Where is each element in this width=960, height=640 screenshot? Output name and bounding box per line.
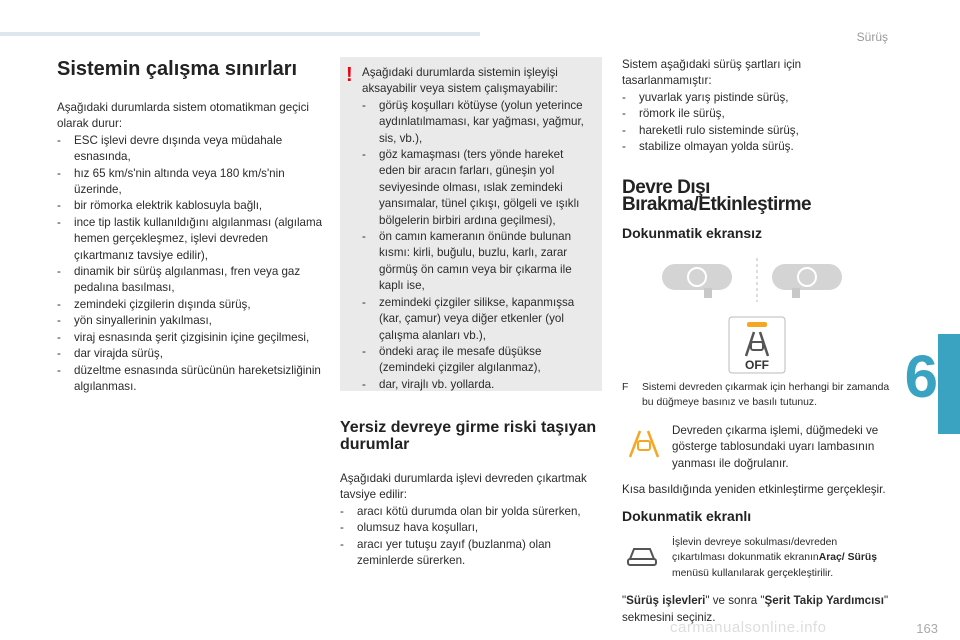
warning-intro: Aşağıdaki durumlarda sistemin işleyişi aksayabilir veya sistem çalışmayabilir: — [362, 66, 558, 96]
list-item: - göz kamaşması (ters yönde hareket eden bir aracın farları, güneşin yol seviyesinde olması, ıslak zemindeki yansımalar, tünel çıkışı, gölgeli ve ışıklı bölgelerin birbiri ardına geçilmesi), — [362, 147, 592, 229]
list-item: - stabilize olmayan yolda sürüş. — [622, 139, 892, 155]
list-item: - zemindeki çizgilerin dışında sürüş, — [57, 297, 325, 313]
touch-text-a: İşlevin devreye sokulması/devreden çıkartılması dokunmatik ekranın — [672, 536, 838, 564]
list-item: - ön camın kameranın önünde bulunan kısmı: kirli, buğulu, buzlu, karlı, zarar görmüş ön camın veya bir çıkarma ile kaplı ise, — [362, 229, 592, 295]
chapter-number: 6 — [904, 343, 938, 410]
section-title: Sürüş — [856, 30, 888, 44]
not-designed-intro: Sistem aşağıdaki sürüş şartları için tasarlanmamıştır: — [622, 58, 802, 88]
short-press-text: Kısa basıldığında yeniden etkinleştirme gerçekleşir. — [622, 483, 886, 497]
page-number: 163 — [916, 621, 938, 636]
quote: " — [622, 594, 627, 608]
bullet-icon: F — [622, 381, 629, 393]
chapter-tab — [938, 334, 960, 434]
off-label: OFF — [745, 357, 769, 372]
column-limits — [57, 57, 325, 395]
risk-title: Yersiz devreye girme riski taşıyan durumlar — [340, 419, 597, 453]
list-item: - dar, virajlı vb. yollarda. — [362, 377, 592, 393]
list-item: - öndeki araç ile mesafe düşükse (zemindeki çizgiler algılanmaz), — [362, 344, 592, 377]
deactivation-title: Devre Dışı Bırakma/Etkinleştirme — [622, 177, 812, 216]
risk-intro: Aşağıdaki durumlarda işlevi devreden çıkartmak tavsiye edilir: — [340, 472, 587, 502]
touch-title: Dokunmatik ekranlı — [622, 508, 752, 525]
warning-icon: ! — [346, 64, 353, 86]
tab-name: Şerit Takip Yardımcısı — [764, 594, 884, 608]
list-item: - viraj esnasında şerit çizgisinin içine geçilmesi, — [57, 330, 325, 346]
not-designed-list — [622, 90, 892, 156]
list-item: - aracı kötü durumda olan bir yolda sürerken, — [340, 504, 602, 520]
list-item: - düzeltme esnasında sürücünün hareketsizliğinin algılanması. — [57, 363, 325, 396]
column-warnings — [340, 57, 602, 569]
list-item: - yön sinyallerinin yakılması, — [57, 313, 325, 329]
list-item: - ESC işlevi devre dışında veya müdahale esnasında, — [57, 133, 325, 166]
list-item: - aracı yer tutuşu zayıf (buzlanma) olan zeminlerde sürerken. — [340, 537, 602, 570]
quote-mid: " ve sonra " — [705, 594, 765, 608]
watermark: carmanualsonline.info — [670, 619, 827, 636]
header-bar — [0, 32, 480, 36]
limits-list — [57, 133, 325, 396]
list-item: - römork ile sürüş, — [622, 106, 892, 122]
touch-note — [622, 535, 892, 582]
risk-list — [340, 504, 602, 570]
list-item: - olumsuz hava koşulları, — [340, 520, 602, 536]
warning-box — [340, 57, 602, 391]
touch-text-b: menüsü kullanılarak gerçekleştirilir. — [672, 567, 834, 579]
menu-name: Sürüş işlevleri — [626, 594, 706, 608]
list-item: - zemindeki çizgiler silikse, kapanmışsa (kar, çamur) veya diğer etkenler (yol çalışma alanları vb.), — [362, 295, 592, 344]
list-item: - hareketli rulo sisteminde sürüş, — [622, 123, 892, 139]
steering-wheel-icons — [622, 256, 892, 306]
column-deactivation — [622, 57, 892, 626]
lamp-text: Devreden çıkarma işlemi, düğmedeki ve gösterge tablosundaki uyarı lambasının yanması ile doğrulanır. — [672, 423, 879, 470]
limits-title: Sistemin çalışma sınırları — [57, 58, 298, 80]
no-touch-title: Dokunmatik ekransız — [622, 225, 763, 242]
list-item: - ince tip lastik kullanıldığını algılanması (algılama hemen gerçekleşmez, işlevi devreden çıkartmanız tavsiye edilir), — [57, 215, 325, 264]
touch-text-bold: Araç/ Sürüş — [818, 552, 878, 564]
press-instruction — [622, 380, 892, 411]
press-text: Sistemi devreden çıkarmak için herhangi bir zamanda bu düğmeye basınız ve basılı tutunuz. — [642, 381, 890, 409]
limits-intro: Aşağıdaki durumlarda sistem otomatikman geçici olarak durur: — [57, 101, 309, 131]
steering-wheel-icon — [622, 256, 892, 306]
list-item: - bir römorka elektrik kablosuyla bağlı, — [57, 198, 325, 214]
list-item: - dinamik bir sürüş algılanması, fren veya gaz pedalına basılması, — [57, 264, 325, 297]
car-settings-icon — [624, 541, 660, 569]
warning-lamp-icon — [624, 429, 664, 459]
list-item: - yuvarlak yarış pistinde sürüş, — [622, 90, 892, 106]
list-item: - dar virajda sürüş, — [57, 346, 325, 362]
quote-end: " sekmesini seçiniz. — [622, 594, 889, 624]
lamp-note — [622, 423, 892, 472]
list-item: - hız 65 km/s'nin altında veya 180 km/s'nin üzerinde, — [57, 166, 325, 199]
lane-assist-off-button[interactable] — [728, 316, 786, 374]
warning-list — [362, 98, 592, 393]
list-item: - görüş koşulları kötüyse (yolun yeterince aydınlatılmaması, kar yağması, yağmur, sis, vb.), — [362, 98, 592, 147]
